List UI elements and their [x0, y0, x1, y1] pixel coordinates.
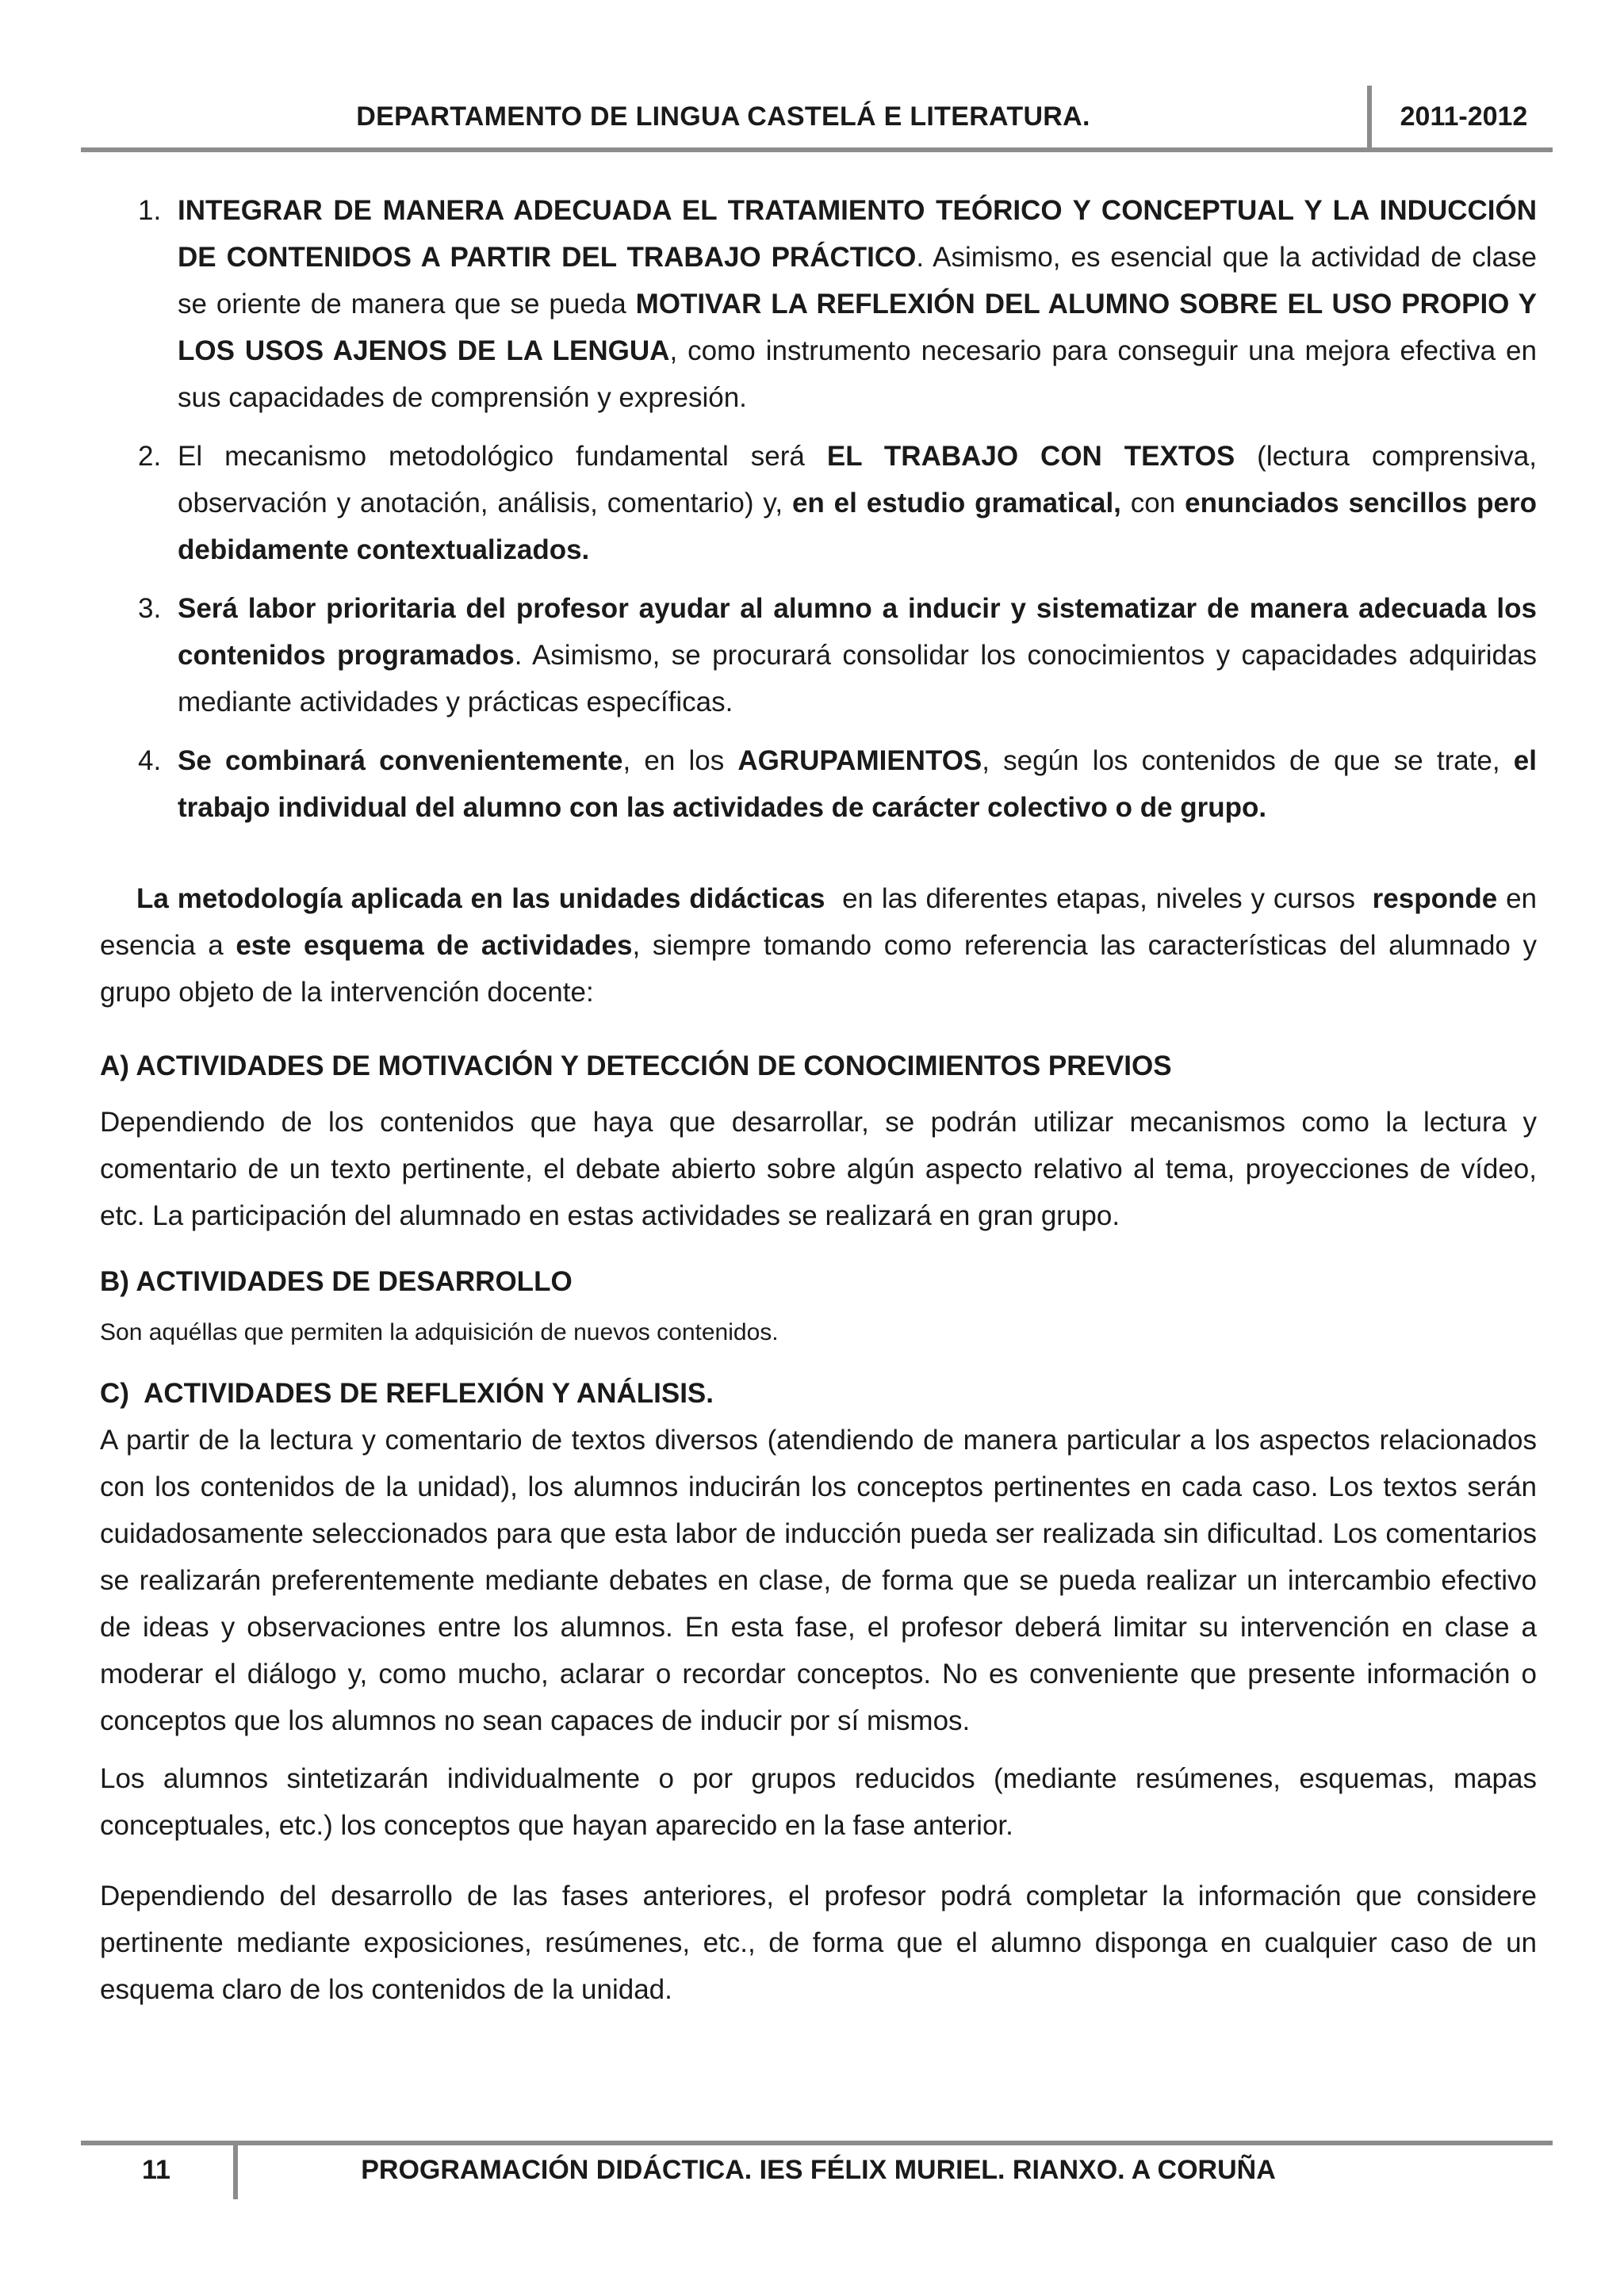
text-segment: , según los contenidos de que se trate, [982, 745, 1514, 776]
bold-segment: La metodología aplicada en las unidades didácticas [136, 883, 825, 914]
bold-segment: Será labor prioritaria del profesor ayudar al alumno a inducir y sistematizar de manera adecuada los contenidos programados [178, 593, 1537, 671]
header-rule [81, 147, 1553, 152]
methodology-item [100, 433, 1537, 573]
item-text [178, 433, 1537, 573]
page-number: 11 [142, 2155, 170, 2185]
bold-segment: este esquema de actividades [236, 930, 633, 961]
section-c-paragraph-3: Dependiendo del desarrollo de las fases anteriores, el profesor podrá completar la información que considere pertinente mediante exposiciones, resúmenes, etc., de forma que el alumno disponga en cualquier caso de un esquema claro de los contenidos de la unidad. [100, 1881, 1537, 2005]
footer-divider [233, 2141, 238, 2199]
item-text [178, 187, 1537, 421]
bold-segment: Se combinará convenientemente [178, 745, 623, 776]
text-segment: en las diferentes etapas, niveles y cursos [825, 883, 1373, 914]
text-segment: (lectura comprensiva, observación y anotación, análisis, comentario) y, [178, 441, 1537, 519]
department-title: DEPARTAMENTO DE LINGUA CASTELÁ E LITERATURA. [356, 101, 1090, 132]
section-c-paragraph-1: A partir de la lectura y comentario de textos diversos (atendiendo de manera particular a los aspectos relacionados con los contenidos de la unidad), los alumnos inducirán los conceptos pertinentes en cada caso. Los textos serán cuidadosamente seleccionados para que esta labor de inducción pueda ser realizada sin dificultad. Los comentarios se realizarán preferentemente mediante debates en clase, de forma que se pueda realizar un intercambio efectivo de ideas y observaciones entre los alumnos. En esta fase, el profesor deberá limitar su intervención en clase a moderar el diálogo y, como mucho, aclarar o recordar conceptos. No es conveniente que presente información o conceptos que los alumnos no sean capaces de inducir por sí mismos. [100, 1425, 1537, 1736]
text-segment: El mecanismo metodológico fundamental será [178, 441, 827, 472]
item-text [178, 737, 1537, 831]
intro-paragraph [100, 875, 1545, 1016]
bold-segment: enunciados sencillos pero debidamente contextualizados. [178, 488, 1538, 565]
section-a-paragraph: Dependiendo de los contenidos que haya que desarrollar, se podrán utilizar mecanismos como la lectura y comentario de un texto pertinente, el debate abierto sobre algún aspecto relativo al tema, proyecciones de vídeo, etc. La participación del alumnado en estas actividades se realizará en gran grupo. [100, 1107, 1537, 1231]
bold-segment: MOTIVAR LA REFLEXIÓN DEL ALUMNO SOBRE EL USO PROPIO Y LOS USOS AJENOS DE LA LENGUA [178, 289, 1538, 366]
section-c-heading: C) ACTIVIDADES DE REFLEXIÓN Y ANÁLISIS. [100, 1378, 714, 1409]
item-number: 1. [138, 195, 162, 226]
section-b-heading: B) ACTIVIDADES DE DESARROLLO [100, 1266, 573, 1297]
methodology-item [100, 737, 1537, 831]
text-segment: , en los [622, 745, 738, 776]
text-segment: , como instrumento necesario para conseguir una mejora efectiva en sus capacidades de comprensión y expresión. [178, 335, 1537, 413]
header-divider [1367, 86, 1372, 149]
footer-rule [81, 2141, 1553, 2145]
text-segment: con [1120, 488, 1185, 519]
bold-segment: INTEGRAR DE MANERA ADECUADA EL TRATAMIENTO TEÓRICO Y CONCEPTUAL Y LA INDUCCIÓN DE CONTENIDOS A PARTIR DEL TRABAJO PRÁCTICO [178, 195, 1537, 273]
text-segment: . Asimismo, se procurará consolidar los conocimientos y capacidades adquiridas mediante actividades y prácticas específicas. [178, 640, 1537, 718]
methodology-item [100, 585, 1537, 725]
text-segment: , siempre tomando como referencia las características del alumnado y grupo objeto de la intervención docente: [100, 930, 1545, 1008]
bold-segment: responde [1372, 883, 1498, 914]
bold-segment: EL TRABAJO CON TEXTOS [826, 441, 1235, 472]
section-c-paragraph-2: Los alumnos sintetizarán individualmente o por grupos reducidos (mediante resúmenes, esquemas, mapas conceptuales, etc.) los conceptos que hayan aparecido en la fase anterior. [100, 1763, 1537, 1841]
page-content [100, 187, 1545, 2013]
text-segment: . Asimismo, es esencial que la actividad de clase se oriente de manera que se pueda [178, 242, 1537, 320]
page-header [81, 86, 1553, 149]
academic-year: 2011-2012 [1400, 101, 1528, 132]
bold-segment: en el estudio gramatical, [791, 488, 1121, 519]
bold-segment: el trabajo individual del alumno con las actividades de carácter colectivo o de grupo. [178, 745, 1537, 823]
item-number: 4. [138, 745, 162, 776]
bold-segment: AGRUPAMIENTOS [737, 745, 982, 776]
item-number: 3. [138, 593, 162, 624]
section-b-paragraph: Son aquéllas que permiten la adquisición de nuevos contenidos. [100, 1319, 779, 1345]
section-a-heading: A) ACTIVIDADES DE MOTIVACIÓN Y DETECCIÓN DE CONOCIMIENTOS PREVIOS [100, 1050, 1172, 1081]
methodology-list [100, 187, 1537, 831]
page-footer [81, 2141, 1553, 2204]
item-text [178, 585, 1537, 725]
text-segment: en esencia a [100, 883, 1545, 961]
footer-title: PROGRAMACIÓN DIDÁCTICA. IES FÉLIX MURIEL. RIANXO. A CORUÑA [361, 2155, 1276, 2185]
methodology-item [100, 187, 1537, 421]
item-number: 2. [138, 441, 162, 472]
